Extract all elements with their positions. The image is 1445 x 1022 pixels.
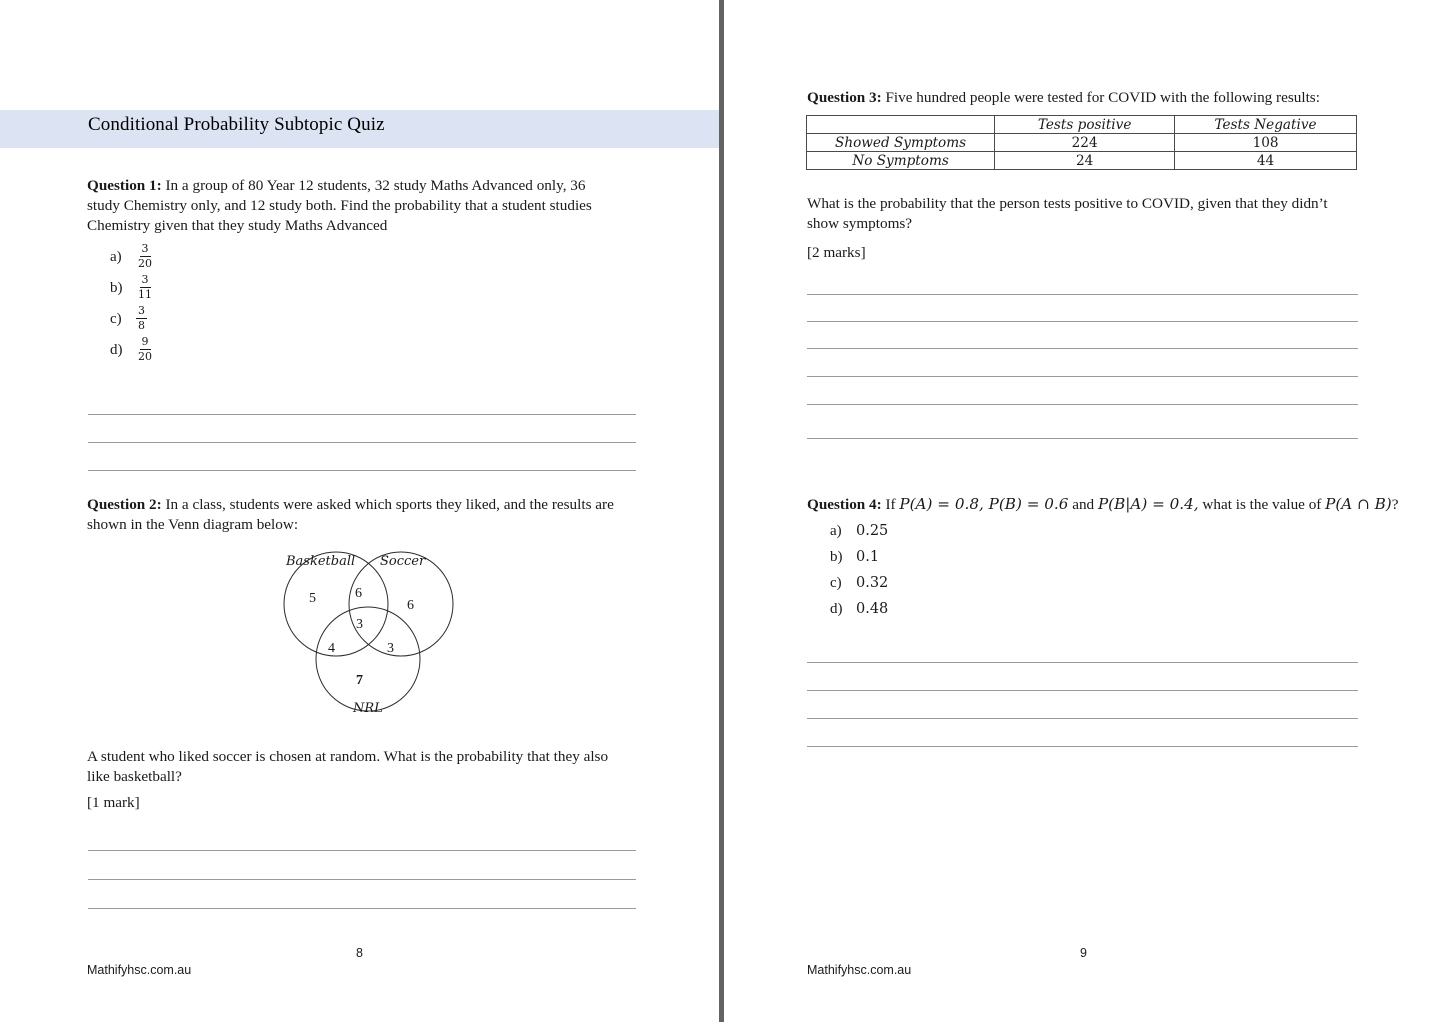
fraction-denominator: 11 [138,288,152,301]
page-divider [719,0,724,1022]
table-row-header: Showed Symptoms [807,134,995,152]
question-2-text: In a class, students were asked which sports they liked, and the results are shown in the Venn diagram below: [87,496,614,533]
answer-line[interactable] [88,908,636,909]
table-column-header: Tests positive [995,116,1175,134]
venn-label-basketball: Basketball [286,554,356,569]
answer-line[interactable] [807,376,1358,377]
option-row[interactable] [830,596,1030,622]
fraction-denominator: 20 [138,350,152,363]
question-3-text: Five hundred people were tested for COVID with the following results: [885,89,1320,106]
option-row[interactable] [830,518,1030,544]
option-fraction [136,243,154,269]
table-cell: 108 [1175,134,1357,152]
venn-count-basketball-nrl: 4 [328,641,335,656]
question-1-options [110,241,310,365]
answer-line[interactable] [88,470,636,471]
question-4-expr-pab: P(A ∩ B) [1325,495,1392,513]
answer-line[interactable] [807,690,1358,691]
footer-site-url: Mathifyhsc.com.au [807,963,912,977]
question-2-followup: A student who liked soccer is chosen at random. What is the probability that they also like basketball? [87,748,609,785]
covid-results-table [806,115,1357,170]
fraction-denominator: 8 [138,319,145,332]
table-row [807,134,1357,152]
table-cell: 24 [995,152,1175,170]
answer-line[interactable] [807,404,1358,405]
answer-line[interactable] [807,321,1358,322]
table-cell: 224 [995,134,1175,152]
answer-line[interactable] [88,879,636,880]
option-fraction [136,336,154,362]
venn-circle-nrl [316,607,420,711]
answer-line[interactable] [807,662,1358,663]
question-3-label: Question 3: [807,89,882,106]
venn-count-all-three: 3 [356,617,363,632]
option-letter: c) [110,310,122,327]
page-number: 8 [356,946,363,960]
venn-count-nrl-only: 7 [356,673,363,688]
option-row[interactable] [110,272,310,303]
table-corner-cell [807,116,995,134]
question-1 [87,176,612,236]
answer-line[interactable] [807,438,1358,439]
option-letter: a) [830,523,842,539]
answer-line[interactable] [88,414,636,415]
table-cell: 44 [1175,152,1357,170]
option-letter: b) [830,549,843,565]
answer-line[interactable] [807,294,1358,295]
table-column-header: Tests Negative [1175,116,1357,134]
question-4-expr-pb: P(B) = 0.6 [983,495,1069,513]
option-fraction [136,274,154,300]
question-4-lead: If [885,496,900,513]
page-number: 9 [1080,946,1087,960]
answer-line[interactable] [807,746,1358,747]
fraction-denominator: 20 [138,257,152,270]
venn-label-soccer: Soccer [380,554,426,569]
page-title: Conditional Probability Subtopic Quiz [88,114,385,135]
page-left [0,0,720,1022]
option-fraction [136,305,147,331]
venn-label-nrl: NRL [353,701,383,716]
option-letter: d) [830,601,843,617]
question-4-options [830,518,1030,622]
option-value: 0.25 [856,523,889,539]
fraction-numerator: 3 [138,304,145,318]
venn-count-soccer-only: 6 [407,598,414,613]
fraction-numerator: 3 [141,273,149,287]
option-row[interactable] [830,544,1030,570]
option-letter: a) [110,248,122,265]
question-4-expr-pba: P(B|A) = 0.4, [1097,495,1199,513]
option-letter: d) [110,341,123,358]
option-value: 0.1 [856,549,880,565]
option-value: 0.32 [856,575,889,591]
option-row[interactable] [830,570,1030,596]
table-row [807,152,1357,170]
question-4 [807,494,1399,515]
option-letter: b) [110,279,123,296]
venn-count-basketball-only: 5 [309,591,316,606]
question-4-qmark: ? [1391,496,1399,513]
option-letter: c) [830,575,842,591]
question-2-marks: [1 mark] [87,794,140,811]
option-row[interactable] [110,334,310,365]
question-4-tail: what is the value of [1198,496,1326,513]
fraction-numerator: 9 [141,335,149,349]
question-4-label: Question 4: [807,496,882,513]
table-row-header: No Symptoms [807,152,995,170]
question-3-marks: [2 marks] [807,244,866,261]
fraction-numerator: 3 [141,242,149,256]
venn-count-soccer-nrl: 3 [387,641,394,656]
answer-line[interactable] [807,348,1358,349]
answer-line[interactable] [88,442,636,443]
option-value: 0.48 [856,601,889,617]
question-1-text: In a group of 80 Year 12 students, 32 study Maths Advanced only, 36 study Chemistry only, and 12 study both. Find the probability that a student studies Chemistry given that they study Maths Advanced [87,177,592,234]
question-4-expr-pa: P(A) = 0.8, [899,495,984,513]
option-row[interactable] [110,303,310,334]
question-2-label: Question 2: [87,496,162,513]
question-3-followup: What is the probability that the person tests positive to COVID, given that they didn’t show symptoms? [807,195,1328,232]
question-2 [87,495,637,535]
answer-line[interactable] [88,850,636,851]
page-right [725,0,1445,1022]
option-row[interactable] [110,241,310,272]
question-1-label: Question 1: [87,177,162,194]
answer-line[interactable] [807,718,1358,719]
question-3 [807,88,1377,108]
venn-count-basketball-soccer: 6 [355,586,362,601]
footer-site-url: Mathifyhsc.com.au [87,963,192,977]
question-4-joiner: and [1068,496,1098,513]
venn-diagram [248,546,488,731]
table-header-row [807,116,1357,134]
